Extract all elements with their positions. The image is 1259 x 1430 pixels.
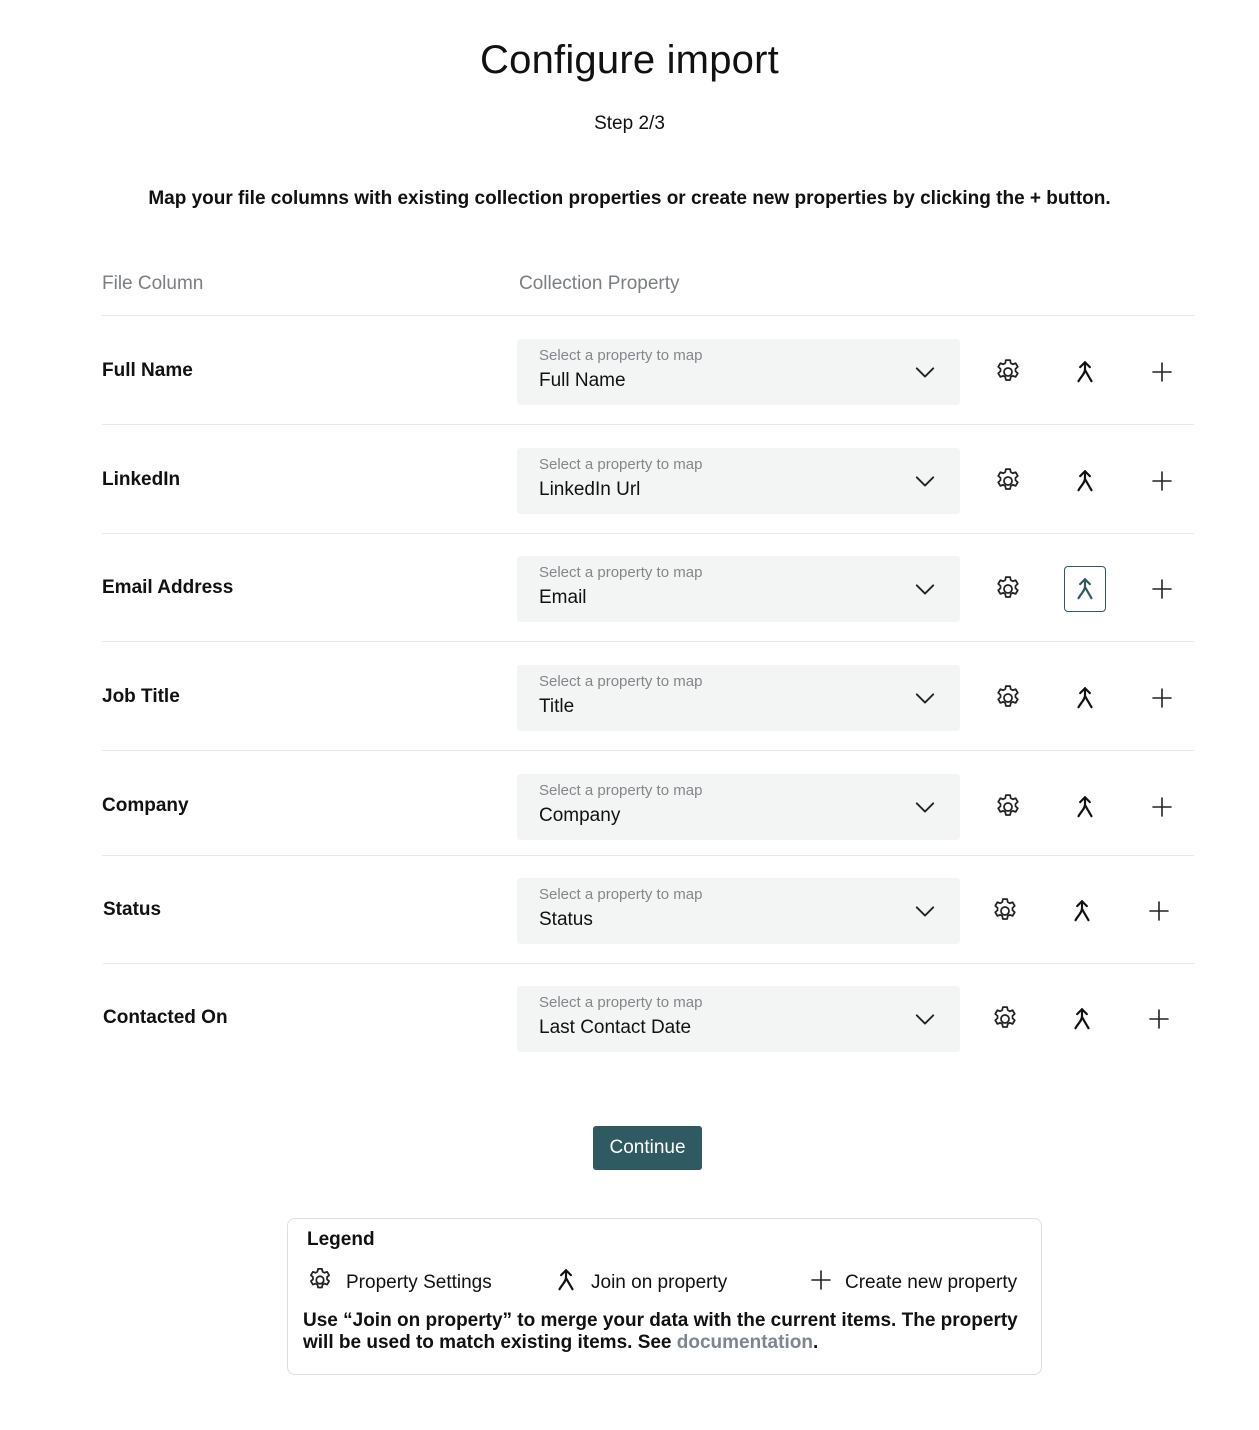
row-divider bbox=[102, 855, 1194, 856]
select-value: Last Contact Date bbox=[539, 1017, 692, 1038]
legend-settings-label: Property Settings bbox=[346, 1272, 492, 1293]
row-divider bbox=[103, 963, 1194, 964]
page-title: Configure import bbox=[480, 38, 779, 82]
property-settings-button[interactable] bbox=[987, 675, 1029, 721]
merge-icon bbox=[1072, 358, 1098, 386]
plus-icon bbox=[1150, 577, 1174, 601]
row-divider bbox=[102, 424, 1194, 425]
select-hint: Select a property to map bbox=[539, 564, 703, 581]
select-hint: Select a property to map bbox=[539, 886, 703, 903]
plus-icon bbox=[1150, 795, 1174, 819]
create-property-button[interactable] bbox=[1141, 458, 1183, 504]
join-on-property-button[interactable] bbox=[1064, 458, 1106, 504]
merge-icon bbox=[1069, 1005, 1095, 1033]
property-select[interactable] bbox=[517, 986, 960, 1052]
plus-icon bbox=[1150, 469, 1174, 493]
gear-icon bbox=[993, 792, 1023, 822]
plus-icon bbox=[1147, 899, 1171, 923]
documentation-link[interactable]: documentation bbox=[676, 1332, 813, 1353]
chevron-down-icon bbox=[914, 796, 936, 818]
merge-icon bbox=[1072, 684, 1098, 712]
merge-icon bbox=[553, 1266, 591, 1300]
select-value: Status bbox=[539, 909, 593, 930]
gear-icon bbox=[990, 1004, 1020, 1034]
join-on-property-button[interactable] bbox=[1061, 888, 1103, 934]
join-on-property-button[interactable] bbox=[1064, 349, 1106, 395]
legend-create-label: Create new property bbox=[845, 1272, 1018, 1293]
property-select[interactable] bbox=[517, 665, 960, 731]
gear-icon bbox=[993, 357, 1023, 387]
property-select[interactable] bbox=[517, 339, 960, 405]
join-on-property-button[interactable] bbox=[1064, 675, 1106, 721]
merge-icon bbox=[1072, 575, 1098, 603]
plus-icon bbox=[1150, 360, 1174, 384]
instructions-text: Map your file columns with existing collection properties or create new properties by clicking the + button. bbox=[148, 188, 1111, 209]
join-on-property-button[interactable] bbox=[1061, 996, 1103, 1042]
select-value: Full Name bbox=[539, 370, 626, 391]
property-settings-button[interactable] bbox=[987, 784, 1029, 830]
property-settings-button[interactable] bbox=[987, 349, 1029, 395]
select-hint: Select a property to map bbox=[539, 994, 703, 1011]
create-property-button[interactable] bbox=[1138, 996, 1180, 1042]
property-settings-button[interactable] bbox=[987, 566, 1029, 612]
join-on-property-button[interactable] bbox=[1064, 784, 1106, 830]
select-hint: Select a property to map bbox=[539, 347, 703, 364]
create-property-button[interactable] bbox=[1141, 566, 1183, 612]
property-settings-button[interactable] bbox=[987, 458, 1029, 504]
continue-button[interactable]: Continue bbox=[593, 1126, 702, 1170]
row-divider bbox=[102, 533, 1194, 534]
merge-icon bbox=[1072, 467, 1098, 495]
property-settings-button[interactable] bbox=[984, 888, 1026, 934]
file-column-label: LinkedIn bbox=[102, 469, 181, 490]
create-property-button[interactable] bbox=[1141, 349, 1183, 395]
create-property-button[interactable] bbox=[1141, 675, 1183, 721]
legend-box bbox=[287, 1218, 1042, 1375]
select-value: LinkedIn Url bbox=[539, 479, 641, 500]
legend-title: Legend bbox=[307, 1229, 375, 1250]
gear-icon bbox=[993, 574, 1023, 604]
file-column-label: Company bbox=[102, 795, 189, 816]
create-property-button[interactable] bbox=[1141, 784, 1183, 830]
chevron-down-icon bbox=[914, 470, 936, 492]
gear-icon bbox=[993, 466, 1023, 496]
gear-icon bbox=[990, 896, 1020, 926]
select-value: Title bbox=[539, 696, 575, 717]
property-select[interactable] bbox=[517, 774, 960, 840]
legend-join-label: Join on property bbox=[591, 1272, 728, 1293]
legend-note bbox=[303, 1310, 1023, 1354]
chevron-down-icon bbox=[914, 361, 936, 383]
header-divider bbox=[102, 315, 1194, 316]
merge-icon bbox=[1072, 793, 1098, 821]
legend-note-text: Use “Join on property” to merge your data with the current items. The property will be used to match existing items. See bbox=[303, 1310, 1018, 1353]
legend-note-suffix: . bbox=[812, 1332, 819, 1353]
chevron-down-icon bbox=[914, 687, 936, 709]
select-hint: Select a property to map bbox=[539, 673, 703, 690]
legend-create bbox=[809, 1268, 1017, 1298]
row-divider bbox=[102, 750, 1194, 751]
legend-settings bbox=[306, 1266, 492, 1300]
file-column-label: Status bbox=[103, 899, 162, 920]
chevron-down-icon bbox=[914, 900, 936, 922]
property-select[interactable] bbox=[517, 448, 960, 514]
property-settings-button[interactable] bbox=[984, 996, 1026, 1042]
plus-icon bbox=[1147, 1007, 1171, 1031]
file-column-label: Job Title bbox=[102, 686, 180, 707]
create-property-button[interactable] bbox=[1138, 888, 1180, 934]
file-column-header: File Column bbox=[102, 273, 204, 294]
file-column-label: Contacted On bbox=[103, 1007, 228, 1028]
property-select[interactable] bbox=[517, 878, 960, 944]
join-on-property-button[interactable] bbox=[1064, 566, 1106, 612]
select-hint: Select a property to map bbox=[539, 456, 703, 473]
plus-icon bbox=[809, 1268, 845, 1298]
property-select[interactable] bbox=[517, 556, 960, 622]
collection-property-header: Collection Property bbox=[519, 273, 680, 294]
select-value: Company bbox=[539, 805, 621, 826]
plus-icon bbox=[1150, 686, 1174, 710]
merge-icon bbox=[1069, 897, 1095, 925]
gear-icon bbox=[306, 1266, 346, 1300]
select-hint: Select a property to map bbox=[539, 782, 703, 799]
chevron-down-icon bbox=[914, 1008, 936, 1030]
legend-join bbox=[553, 1266, 727, 1300]
file-column-label: Email Address bbox=[102, 577, 234, 598]
chevron-down-icon bbox=[914, 578, 936, 600]
select-value: Email bbox=[539, 587, 587, 608]
row-divider bbox=[102, 641, 1194, 642]
file-column-label: Full Name bbox=[102, 360, 193, 381]
step-indicator: Step 2/3 bbox=[594, 113, 665, 134]
gear-icon bbox=[993, 683, 1023, 713]
